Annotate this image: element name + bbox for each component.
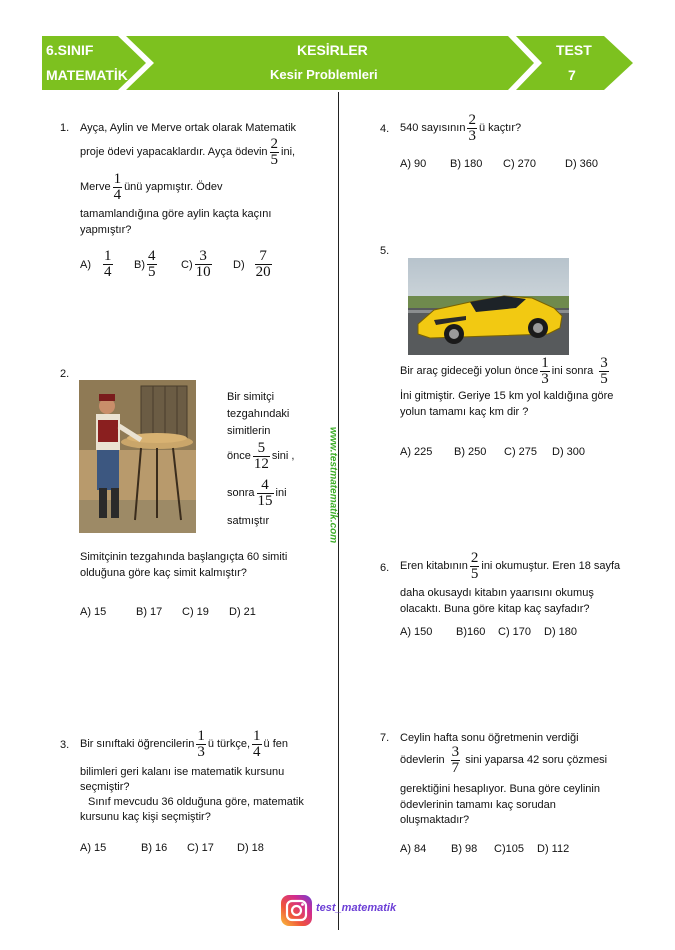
q6-number: 6. [380,562,390,574]
q2-side-line1: Bir simitçi [227,391,275,403]
q2-option-c[interactable]: C) 19 [182,606,209,618]
q3-line3: seçmiştir? [80,781,130,793]
q2-line1: Simitçinin tezgahında başlangıçta 60 simiti [80,551,288,563]
header-test-number: 7 [568,67,576,83]
q7-option-a[interactable]: A) 84 [400,843,427,855]
q2-side-line5: sonra $\frac{4}{15}$ ini [227,477,287,509]
q2-option-b[interactable]: B) 17 [136,606,163,618]
q1-option-d[interactable]: D) $\frac{7}{20}$ [233,248,271,280]
q1-line5: yapmıştır? [80,224,132,236]
q5-option-d[interactable]: D) 300 [552,446,586,458]
q2-side-line3: simitlerin [227,425,271,437]
q7-line4: ödevlerinin tamamı kaç sorudan [400,799,556,811]
q3-line2: bilimleri geri kalanı ise matematik kursunu [80,766,285,778]
yellow-car-image [408,258,569,355]
q7-option-d[interactable]: D) 112 [537,843,570,855]
instagram-handle[interactable]: test_matematik [316,902,397,914]
instagram-icon[interactable] [280,894,313,927]
q1-line3: Merve $\frac{1}{4}$ ünü yapmıştır. Ödev [80,171,223,203]
q4-number: 4. [380,123,390,135]
q7-option-b[interactable]: B) 98 [451,843,478,855]
q6-line2: daha okusaydı kitabın yaarısını okumuş [400,587,594,599]
q7-line2: ödevlerin $\frac{3}{7}$ sini yaparsa 42 soru çözmesi [400,744,608,776]
simit-seller-image [79,380,196,533]
q3-option-d[interactable]: D) 18 [237,842,264,854]
q3-option-b[interactable]: B) 16 [141,842,168,854]
q4-option-a[interactable]: A) 90 [400,158,427,170]
q5-number: 5. [380,245,390,257]
q7-line3: gerektiğini hesaplıyor. Buna göre ceylinin [400,783,600,795]
q5-option-b[interactable]: B) 250 [454,446,487,458]
q7-line1: Ceylin hafta sonu öğretmenin verdiği [400,732,579,744]
header-grade: 6.SINIF [46,42,94,58]
q2-option-a[interactable]: A) 15 [80,606,107,618]
q7-option-c[interactable]: C)105 [494,843,524,855]
q5-option-a[interactable]: A) 225 [400,446,433,458]
q3-option-c[interactable]: C) 17 [187,842,214,854]
q4-option-d[interactable]: D) 360 [565,158,599,170]
q2-side-line4: önce $\frac{5}{12}$ sini , [227,440,295,472]
q5-line2: İni gitmiştir. Geriye 15 km yol kaldığına göre [400,390,614,402]
q4-line1: 540 sayısının $\frac{2}{3}$ ü kaçtır? [400,112,522,144]
q1-option-b[interactable]: B) $\frac{4}{5}$ [134,248,156,280]
header-subject: MATEMATİK [46,67,128,83]
q7-number: 7. [380,732,390,744]
q5-option-c[interactable]: C) 275 [504,446,538,458]
q6-option-a[interactable]: A) 150 [400,626,433,638]
q3-line4: Sınıf mevcudu 36 olduğuna göre, matematik [88,796,304,808]
q3-option-a[interactable]: A) 15 [80,842,107,854]
q1-option-a[interactable]: A) $\frac{1}{4}$ [80,248,112,280]
q6-line3: olacaktı. Buna göre kitap kaç sayfadır? [400,603,590,615]
q6-option-d[interactable]: D) 180 [544,626,578,638]
q2-option-d[interactable]: D) 21 [229,606,256,618]
q1-line2: proje ödevi yapacaklardır. Ayça ödevin $\frac{2}{5}$ ini, [80,136,296,168]
q2-number: 2. [60,368,70,380]
q1-number: 1. [60,122,70,134]
header-subtitle: Kesir Problemleri [270,67,378,82]
watermark-text: www.testmatematik.com [327,426,339,544]
q1-line4: tamamlandığına göre aylin kaçta kaçını [80,208,272,220]
header-test-label: TEST [556,42,592,58]
q5-line1: Bir araç gideceği yolun önce $\frac{1}{3}$ ini sonra $\frac{3}{5}$ [400,355,608,387]
q1-option-c[interactable]: C) $\frac{3}{10}$ [181,248,211,280]
q3-line5: kursunu kaç kişi seçmiştir? [80,811,211,823]
header-title: KESİRLER [297,42,368,58]
q2-side-line2: tezgahındaki [227,408,290,420]
q1-line1: Ayça, Aylin ve Merve ortak olarak Matematik [80,122,297,134]
q3-line1: Bir sınıftaki öğrencilerin $\frac{1}{3}$ ü türkçe, $\frac{1}{4}$ ü fen [80,728,288,760]
q4-option-b[interactable]: B) 180 [450,158,483,170]
q2-line2: olduğuna göre kaç simit kalmıştır? [80,567,247,579]
q7-line5: oluşmaktadır? [400,814,470,826]
q2-side-line6: satmıştır [227,515,270,527]
q4-option-c[interactable]: C) 270 [503,158,537,170]
q6-option-c[interactable]: C) 170 [498,626,532,638]
q5-line3: yolun tamamı kaç km dir ? [400,406,529,418]
q6-option-b[interactable]: B)160 [456,626,486,638]
q6-line1: Eren kitabının $\frac{2}{5}$ ini okumuştur. Eren 18 sayfa [400,550,621,582]
q3-number: 3. [60,739,70,751]
